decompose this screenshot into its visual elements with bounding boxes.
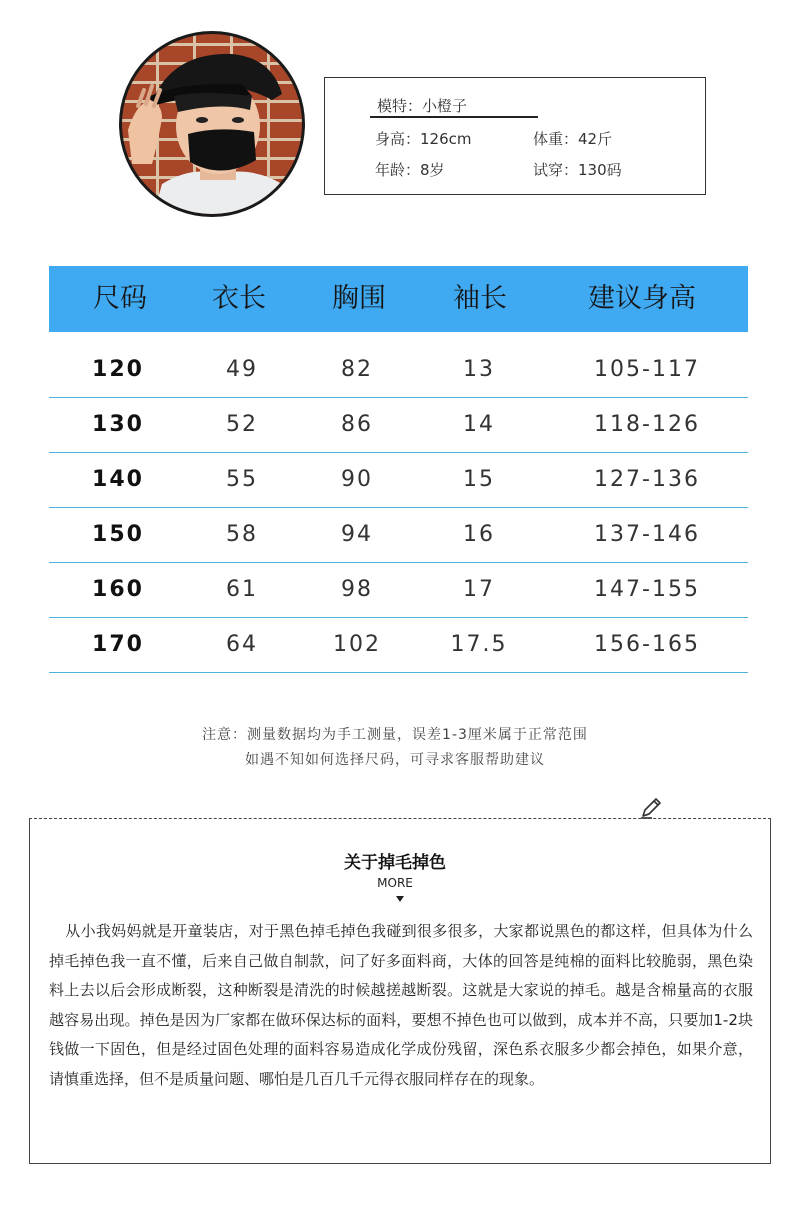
name-underline <box>370 116 538 118</box>
cell-sleeve: 16 <box>463 522 495 547</box>
header-chest: 胸围 <box>332 283 386 314</box>
cell-length: 52 <box>226 412 258 437</box>
model-weight: 体重：42斤 <box>533 130 613 148</box>
cell-height: 137-146 <box>594 522 700 547</box>
table-row <box>49 562 748 618</box>
cell-sleeve: 15 <box>463 467 495 492</box>
about-title: 关于掉毛掉色 <box>344 853 446 873</box>
cell-length: 64 <box>226 632 258 657</box>
cell-size: 140 <box>92 467 144 492</box>
model-height: 身高：126cm <box>375 130 472 148</box>
cell-length: 61 <box>226 577 258 602</box>
table-row <box>49 452 748 508</box>
cell-height: 127-136 <box>594 467 700 492</box>
triangle-down-icon <box>396 896 404 902</box>
about-paragraph <box>49 917 753 1094</box>
cell-sleeve: 13 <box>463 357 495 382</box>
cell-sleeve: 14 <box>463 412 495 437</box>
cell-height: 147-155 <box>594 577 700 602</box>
cell-length: 49 <box>226 357 258 382</box>
model-fit: 试穿：130码 <box>533 161 622 179</box>
header-length: 衣长 <box>212 283 266 314</box>
cell-sleeve: 17 <box>463 577 495 602</box>
header-size: 尺码 <box>93 283 147 314</box>
cell-length: 55 <box>226 467 258 492</box>
table-row <box>49 397 748 453</box>
cell-chest: 86 <box>341 412 373 437</box>
table-row <box>49 342 748 398</box>
more-label: MORE <box>377 876 413 890</box>
size-help-note: 如遇不知如何选择尺码，可寻求客服帮助建议 <box>245 752 545 768</box>
cell-chest: 98 <box>341 577 373 602</box>
cell-height: 105-117 <box>594 357 700 382</box>
cell-height: 156-165 <box>594 632 700 657</box>
cell-sleeve: 17.5 <box>450 632 508 657</box>
cell-chest: 102 <box>333 632 381 657</box>
cell-height: 118-126 <box>594 412 700 437</box>
cell-size: 150 <box>92 522 144 547</box>
cell-chest: 90 <box>341 467 373 492</box>
model-photo <box>119 31 305 217</box>
table-row <box>49 507 748 563</box>
model-age: 年龄：8岁 <box>375 161 445 179</box>
header-sleeve: 袖长 <box>453 283 507 314</box>
measurement-note: 注意：测量数据均为手工测量，误差1-3厘米属于正常范围 <box>202 727 588 743</box>
model-figure <box>122 34 305 217</box>
cell-chest: 82 <box>341 357 373 382</box>
header-height: 建议身高 <box>588 283 696 314</box>
cell-size: 120 <box>92 357 144 382</box>
cell-chest: 94 <box>341 522 373 547</box>
model-info-box <box>324 77 706 195</box>
size-table-header <box>49 266 748 332</box>
cell-length: 58 <box>226 522 258 547</box>
cell-size: 170 <box>92 632 144 657</box>
model-name: 模特：小橙子 <box>377 97 468 115</box>
cell-size: 130 <box>92 412 144 437</box>
about-paragraph-text: 从小我妈妈就是开童装店，对于黑色掉毛掉色我碰到很多很多，大家都说黑色的都这样，但具体为什么掉毛掉色我一直不懂，后来自己做自制款，问了好多面料商，大体的回答是纯棉的面料比较脆弱，黑色染料上去以后会形成断裂，这种断裂是清洗的时候越搓越断裂。这就是大家说的掉毛。越是含棉量高的衣服越容易出现。掉色是因为厂家都在做环保达标的面料，要想不掉色也可以做到，成本并不高，只要加1-2块钱做一下固色，但是经过固色处理的面料容易造成化学成份残留，深色系衣服多少都会掉色，如果介意，请慎重选择，但不是质量问题、哪怕是几百几千元得衣服同样存在的现象。 <box>49 922 753 1088</box>
cell-size: 160 <box>92 577 144 602</box>
table-row <box>49 617 748 673</box>
